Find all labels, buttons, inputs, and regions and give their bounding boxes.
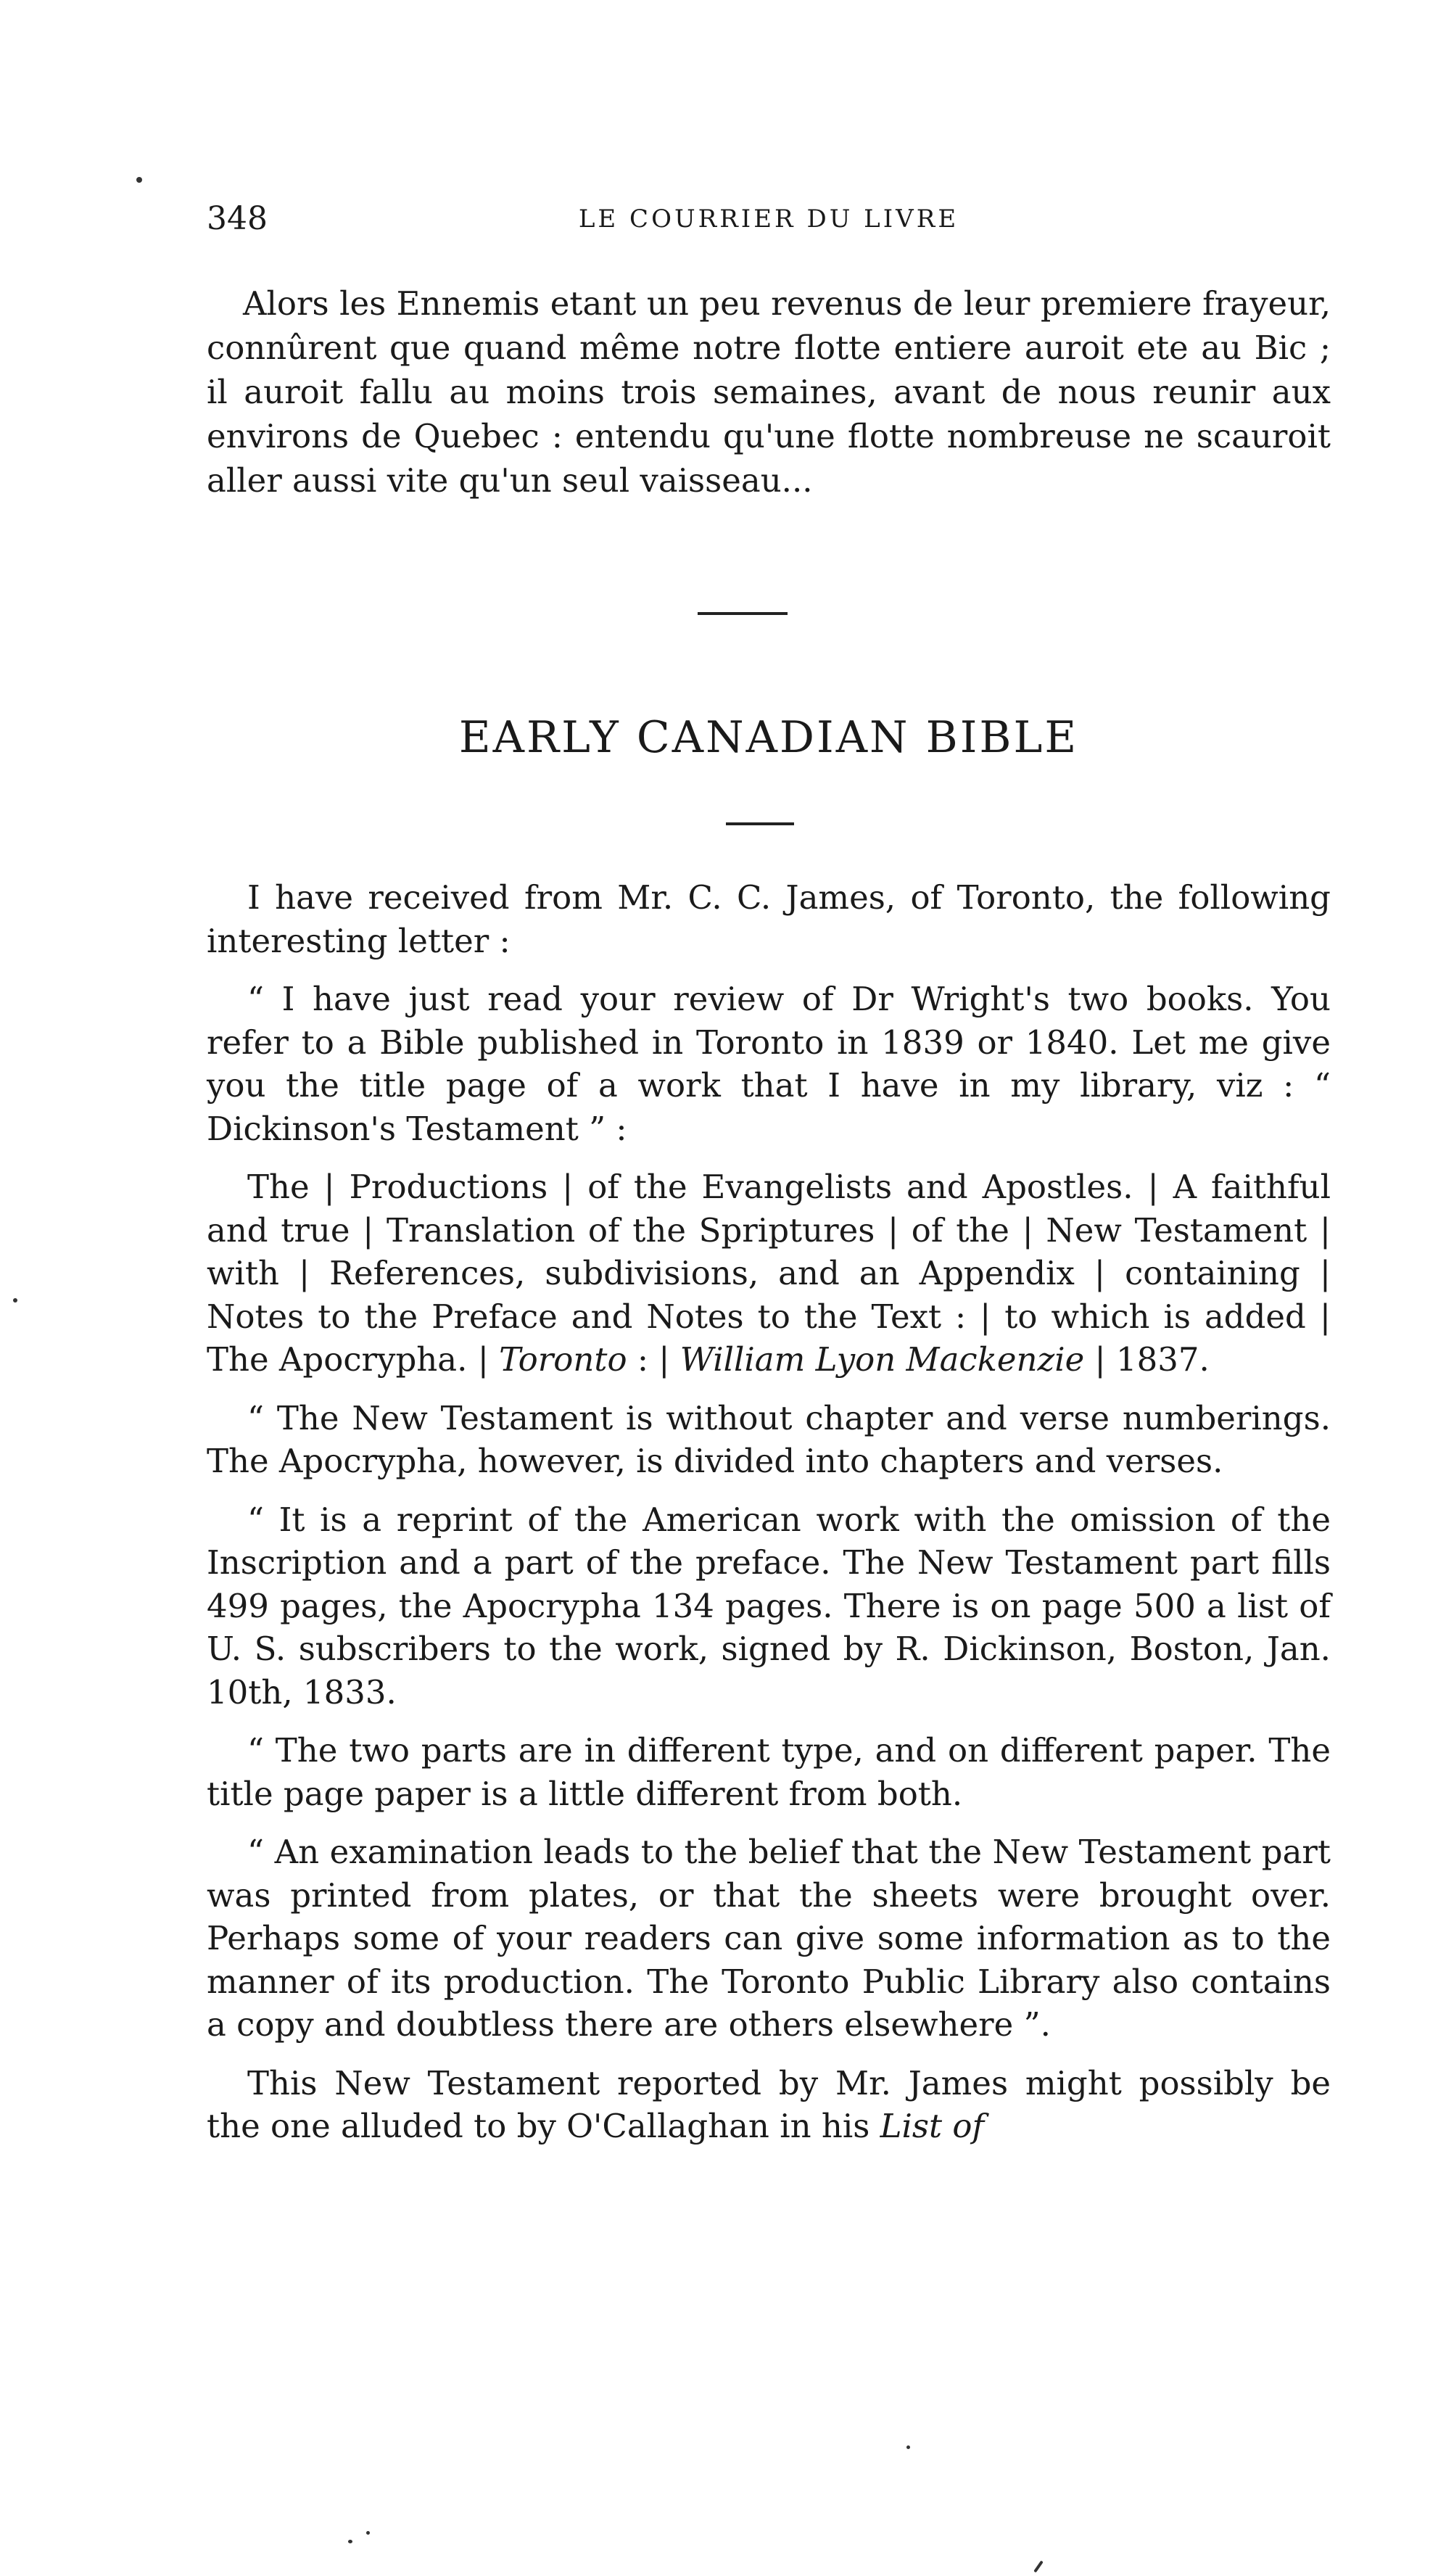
article-body bbox=[207, 876, 1331, 2163]
quotation-paragraph: Alors les Ennemis etant un peu revenus de leur premiere frayeur, connûrent que quand même notre flotte entiere auroit ete au Bic ; il auroit fallu au moins trois semaines, avant de nous reunir aux environs de Quebec : entendu qu'une flotte nombreuse ne scauroit aller aussi vite qu'un seul vaisseau... bbox=[207, 284, 1331, 500]
title-page-text: The | Productions | of the Evangelists and Apostles. | A faithful and true | Translation of the Spriptures | of the | New Testament | with | References, subdivisions, and an Appendix | containing | Notes to the Preface and Notes to the Text : | to which is added | The Apocrypha. | bbox=[207, 1168, 1331, 1379]
article-title: EARLY CANADIAN BIBLE bbox=[458, 712, 1079, 763]
imprint-publisher: William Lyon Mackenzie bbox=[679, 1340, 1085, 1379]
scan-speck bbox=[348, 2540, 352, 2543]
title-underline bbox=[726, 822, 794, 825]
paragraph-letter-opening: “ I have just read your review of Dr Wright's two books. You refer to a Bible published in Toronto in 1839 or 1840. Let me give you the title page of a work that I have in my library, viz : “ Dickinson's Testament ” : bbox=[207, 980, 1331, 1148]
scan-speck bbox=[1033, 2560, 1044, 2572]
french-quotation bbox=[207, 281, 1331, 503]
page-number: 348 bbox=[207, 200, 268, 237]
conclusion-text: This New Testament reported by Mr. James might possibly be the one alluded to by O'Callaghan in his bbox=[207, 2063, 1331, 2145]
scan-speck bbox=[366, 2531, 370, 2535]
paragraph-examination: “ An examination leads to the belief that the New Testament part was printed from plates, or that the sheets were brought over. Perhaps some of your readers can give some information as to the manner of its production. The Toronto Public Library also contains a copy and doubtless there are others elsewhere ”. bbox=[207, 1833, 1331, 2044]
conclusion-italic: List of bbox=[880, 2107, 985, 2145]
running-title: LE COURRIER DU LIVRE bbox=[578, 205, 959, 234]
imprint-year: | 1837. bbox=[1084, 1340, 1210, 1379]
scan-speck bbox=[906, 2445, 910, 2449]
page-header bbox=[207, 197, 1331, 241]
paragraph-type-paper: “ The two parts are in different type, and on different paper. The title page paper is a little different from both. bbox=[207, 1731, 1331, 1813]
section-divider bbox=[698, 612, 788, 615]
scan-speck bbox=[13, 1298, 17, 1303]
imprint-place: Toronto bbox=[499, 1340, 627, 1379]
paragraph-reprint: “ It is a reprint of the American work with the omission of the Inscription and a part of the preface. The New Testament part fills 499 pages, the Apocrypha 134 pages. There is on page 500 a list of U. S. subscribers to the work, signed by R. Dickinson, Boston, Jan. 10th, 1833. bbox=[207, 1500, 1331, 1712]
paragraph-conclusion bbox=[207, 2062, 1331, 2148]
scan-speck bbox=[136, 177, 142, 183]
paragraph-intro: I have received from Mr. C. C. James, of Toronto, the following interesting letter : bbox=[207, 878, 1331, 960]
paragraph-numberings: “ The New Testament is without chapter and verse numberings. The Apocrypha, however, is divided into chapters and verses. bbox=[207, 1398, 1331, 1480]
paragraph-title-page bbox=[207, 1165, 1331, 1382]
imprint-separator: : | bbox=[627, 1340, 680, 1379]
